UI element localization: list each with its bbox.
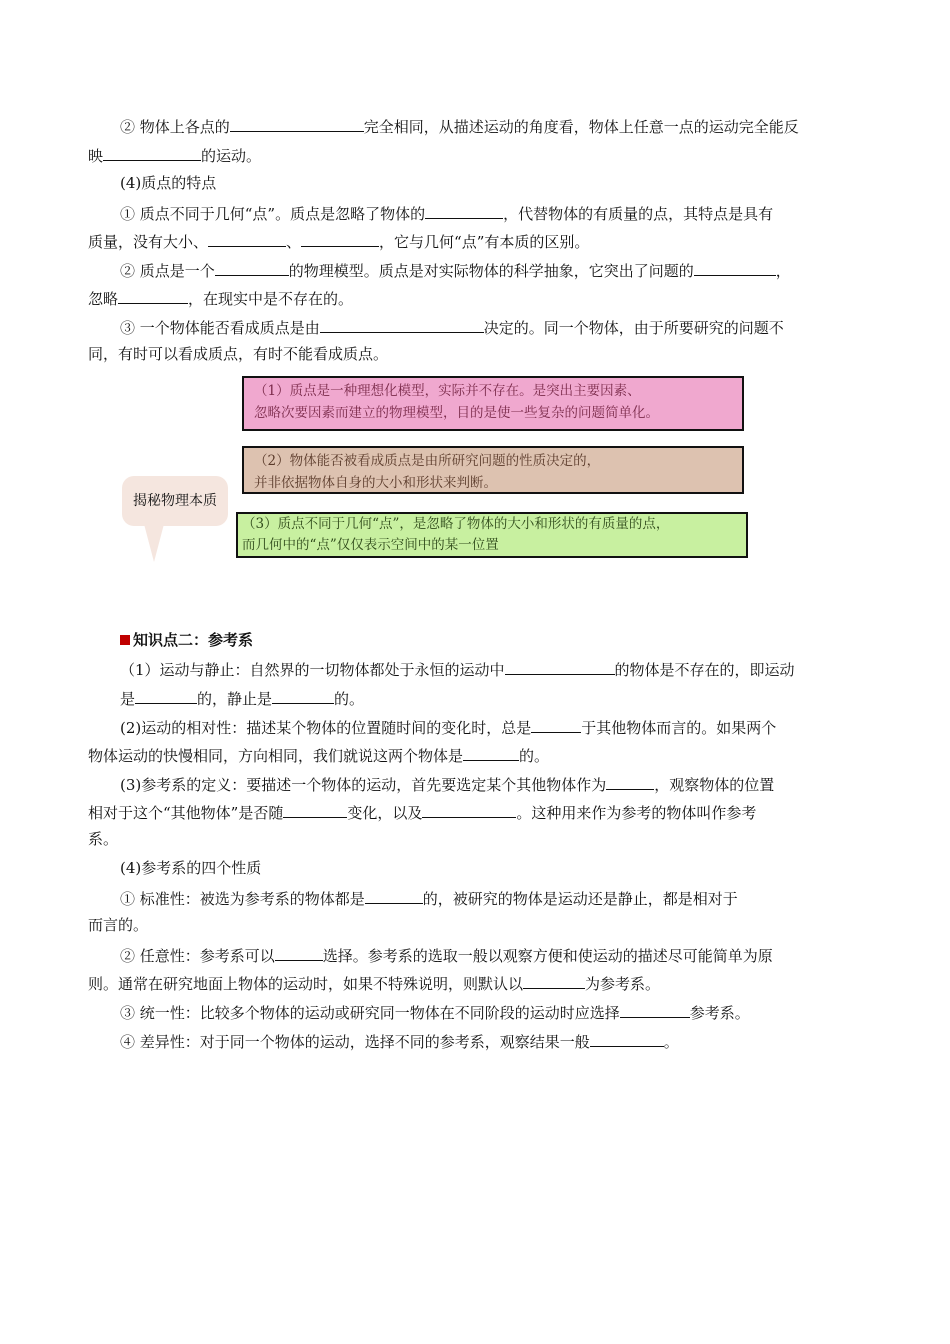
- fill-blank[interactable]: [103, 143, 201, 161]
- fill-blank[interactable]: [320, 315, 484, 333]
- callout-text: （1）质点是一种理想化模型，实际并不存在。是突出主要因素、: [254, 383, 641, 399]
- subheading-4: (4)质点的特点: [120, 174, 217, 192]
- fill-blank[interactable]: [531, 715, 581, 733]
- callout-box-2: [242, 446, 744, 494]
- c2-line1: [120, 258, 900, 282]
- text: 是: [120, 690, 136, 708]
- text: （1）运动与静止：自然界的一切物体都处于永恒的运动中: [120, 661, 505, 679]
- text: 的。: [334, 690, 365, 708]
- text: 的物体是不存在的，即运动: [614, 661, 795, 679]
- text: ④ 差异性：对于同一个物体的运动，选择不同的参考系，观察结果一般: [120, 1033, 590, 1051]
- text: 的。: [519, 747, 550, 765]
- callout-text: （2）物体能否被看成质点是由所研究问题的性质决定的，: [254, 453, 601, 469]
- q1-line1: [120, 886, 900, 910]
- text: 参考系。: [689, 1004, 750, 1022]
- text: (2)运动的相对性：描述某个物体的位置随时间的变化时，总是: [120, 719, 532, 737]
- fill-blank[interactable]: [272, 686, 334, 704]
- fill-blank[interactable]: [620, 1000, 690, 1018]
- text: 忽略: [88, 290, 119, 308]
- s2-line1: [120, 715, 900, 739]
- c3-line1: [120, 315, 900, 339]
- text: 质量，没有大小、: [88, 233, 209, 251]
- text: ，观察物体的位置: [654, 776, 775, 794]
- q1-line2: 而言的。: [88, 916, 149, 934]
- fill-blank[interactable]: [463, 743, 519, 761]
- fill-blank[interactable]: [590, 1029, 664, 1047]
- section-title: [120, 629, 900, 651]
- fill-blank[interactable]: [215, 258, 289, 276]
- s3-line2: [88, 800, 868, 824]
- callout-box-1: [242, 376, 744, 431]
- text: 。这种用来作为参考的物体叫作参考: [516, 804, 757, 822]
- text: 的，被研究的物体是运动还是静止，都是相对于: [422, 890, 738, 908]
- text: (3)参考系的定义：要描述一个物体的运动，首先要选定某个其他物体作为: [120, 776, 607, 794]
- text: 决定的。同一个物体，由于所要研究的问题不: [483, 319, 784, 337]
- text: 完全相同，从描述运动的角度看，物体上任意一点的运动完全能反: [363, 118, 799, 136]
- text: 的，静止是: [197, 690, 273, 708]
- text: ③ 统一性：比较多个物体的运动或研究同一物体在不同阶段的运动时应选择: [120, 1004, 620, 1022]
- speech-bubble-tail: [144, 524, 164, 562]
- callout-text: 而几何中的“点”仅仅表示空间中的某一位置: [242, 537, 499, 553]
- text: ② 质点是一个: [120, 262, 215, 280]
- text: ，代替物体的有质量的点，其特点是具有: [503, 205, 774, 223]
- p1-line1: [120, 114, 900, 138]
- fill-blank[interactable]: [694, 258, 776, 276]
- section-title-text: 知识点二：参考系: [133, 631, 254, 649]
- text: ③ 一个物体能否看成质点是由: [120, 319, 320, 337]
- text: 为参考系。: [585, 975, 661, 993]
- callout-box-3: [236, 512, 748, 558]
- c2-line2: [88, 286, 868, 310]
- s4-heading: (4)参考系的四个性质: [120, 859, 262, 877]
- s2-line2: [88, 743, 868, 767]
- q4-line: [120, 1029, 900, 1053]
- fill-blank[interactable]: [523, 971, 585, 989]
- text: 则。通常在研究地面上物体的运动时，如果不特殊说明，则默认以: [88, 975, 524, 993]
- s3-line3: 系。: [88, 830, 119, 848]
- p1-line2: [88, 143, 868, 167]
- text: 、: [286, 233, 302, 251]
- text: ，在现实中是不存在的。: [188, 290, 354, 308]
- callout-text: 并非依据物体自身的大小和形状来判断。: [254, 475, 497, 491]
- fill-blank[interactable]: [135, 686, 197, 704]
- callout-text: （3）质点不同于几何“点”，是忽略了物体的大小和形状的有质量的点，: [242, 516, 670, 532]
- fill-blank[interactable]: [422, 800, 516, 818]
- fill-blank[interactable]: [301, 229, 379, 247]
- text: 相对于这个“其他物体”是否随: [88, 804, 284, 822]
- s3-line1: [120, 772, 900, 796]
- text: ② 任意性：参考系可以: [120, 947, 275, 965]
- fill-blank[interactable]: [283, 800, 347, 818]
- fill-blank[interactable]: [230, 114, 364, 132]
- text: ，它与几何“点”有本质的区别。: [379, 233, 590, 251]
- text: ② 物体上各点的: [120, 118, 230, 136]
- fill-blank[interactable]: [275, 943, 323, 961]
- q2-line2: [88, 971, 868, 995]
- c3-line2: 同，有时可以看成质点，有时不能看成质点。: [88, 345, 389, 363]
- c1-line1: [120, 201, 900, 225]
- text: 映: [88, 147, 104, 165]
- text: 变化，以及: [347, 804, 423, 822]
- text: 。: [663, 1033, 679, 1051]
- fill-blank[interactable]: [425, 201, 503, 219]
- text: 于其他物体而言的。如果两个: [581, 719, 777, 737]
- speech-bubble: 揭秘物理本质: [122, 476, 228, 526]
- fill-blank[interactable]: [118, 286, 188, 304]
- text: ① 质点不同于几何“点”。质点是忽略了物体的: [120, 205, 426, 223]
- fill-blank[interactable]: [505, 657, 615, 675]
- text: 的物理模型。质点是对实际物体的科学抽象，它突出了问题的: [288, 262, 694, 280]
- text: ① 标准性：被选为参考系的物体都是: [120, 890, 365, 908]
- fill-blank[interactable]: [606, 772, 654, 790]
- q3-line: [120, 1000, 900, 1024]
- callout-text: 忽略次要因素而建立的物理模型，目的是使一些复杂的问题简单化。: [254, 405, 659, 421]
- text: 物体运动的快慢相同，方向相同，我们就说这两个物体是: [88, 747, 464, 765]
- fill-blank[interactable]: [365, 886, 423, 904]
- s1-line2: [120, 686, 900, 710]
- text: ，: [775, 262, 791, 280]
- q2-line1: [120, 943, 900, 967]
- fill-blank[interactable]: [208, 229, 286, 247]
- s1-line1: [120, 657, 900, 681]
- text: 选择。参考系的选取一般以观察方便和使运动的描述尽可能简单为原: [322, 947, 773, 965]
- text: 的运动。: [201, 147, 262, 165]
- red-square-icon: [120, 635, 130, 645]
- c1-line2: [88, 229, 868, 253]
